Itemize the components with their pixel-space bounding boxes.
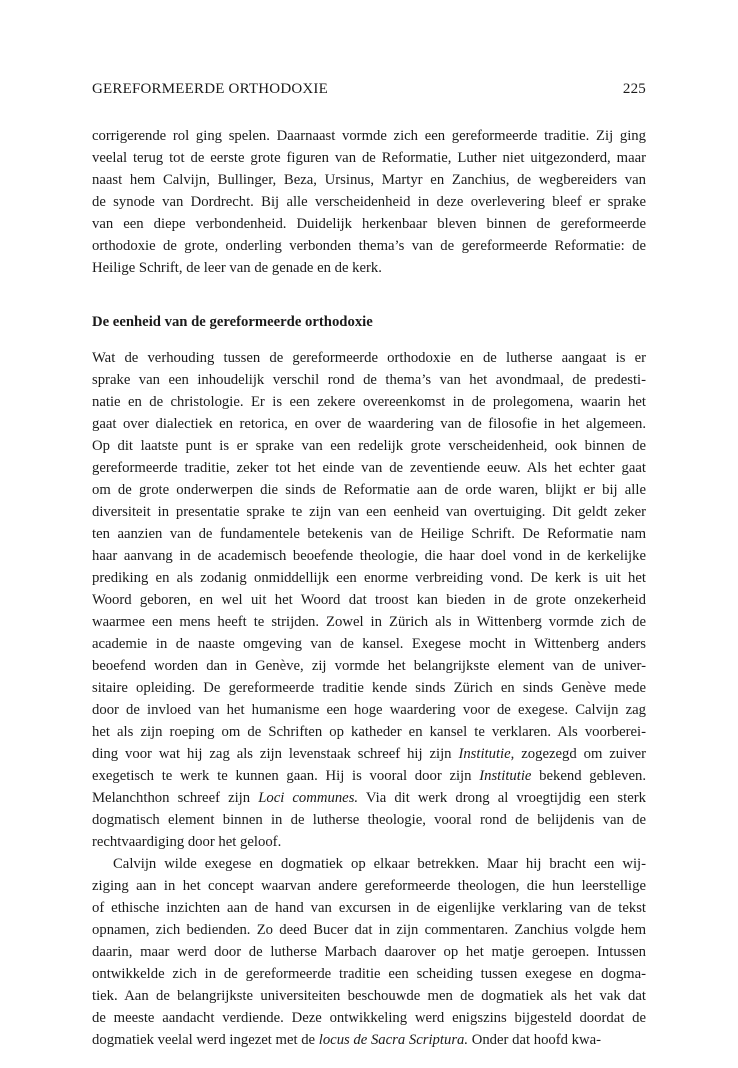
text-line — [92, 787, 646, 809]
text-line — [92, 765, 646, 787]
text-line: naast hem Calvijn, Bullinger, Beza, Ursinus, Martyr en Zanchius, de wegbereiders van — [92, 172, 646, 188]
text-line: orthodoxie de grote, onderling verbonden thema’s van de gereformeerde Reformatie: de — [92, 238, 646, 254]
text-line: academie in de naaste omgeving van de kansel. Exegese mocht in Wittenberg anders — [92, 636, 646, 652]
text-line: ziging aan in het concept waarvan andere gereformeerde theologen, die hun leerstellige — [92, 878, 646, 894]
text-line: om de grote onderwerpen die sinds de Reformatie aan de orde waren, blijkt er bij alle — [92, 482, 646, 498]
text-line: dogmatisch element binnen in de lutherse theologie, vooral rond de belijdenis van de — [92, 812, 646, 828]
text-line: gaat over dialectiek en retorica, en over de waardering van de filosofie in het algemeen. — [92, 416, 646, 432]
text-line: Wat de verhouding tussen de gereformeerde orthodoxie en de lutherse aangaat is er — [92, 350, 646, 366]
text-line: veelal terug tot de eerste grote figuren van de Reformatie, Luther niet uitgezonderd, maar — [92, 150, 646, 166]
text-line: opnamen, zich bedienden. Zo deed Bucer dat in zijn commentaren. Zanchius volgde hem — [92, 922, 646, 938]
text-line: sprake van een inhoudelijk verschil rond de thema’s van het avondmaal, de predesti- — [92, 372, 646, 388]
text-line: rechtvaardiging door het geloof. — [92, 834, 282, 850]
text-line: de synode van Dordrecht. Bij alle verscheidenheid in deze overlevering bleef er sprake — [92, 194, 646, 210]
text-line: corrigerende rol ging spelen. Daarnaast vormde zich een gereformeerde traditie. Zij ging — [92, 128, 646, 144]
text-line: sitaire opleiding. De gereformeerde traditie kende sinds Zürich en sinds Genève mede — [92, 680, 646, 696]
text-line: beoefend worden dan in Genève, zij vormde het belangrijkste element van de univer- — [92, 658, 646, 674]
text-line: Heilige Schrift, de leer van de genade en de kerk. — [92, 260, 382, 276]
text-segment: ding voor wat hij zag als zijn levenstaak schreef hij zijn — [92, 746, 459, 762]
text-line: gereformeerde traditie, zeker tot het einde van de zeventiende eeuw. Als het echter gaat — [92, 460, 646, 476]
text-line — [92, 1029, 646, 1051]
text-line: het als zijn roeping om de Schriften op katheder en kansel te verklaren. Als voorberei- — [92, 724, 646, 740]
text-line: ontwikkelde zich in de gereformeerde traditie een scheiding tussen exegese en dogma- — [92, 966, 646, 982]
italic-term: Institutie — [458, 746, 511, 762]
text-segment: bekend gebleven. — [531, 768, 646, 784]
text-line: ten aanzien van de fundamentele betekenis van de Heilige Schrift. De Reformatie nam — [92, 526, 646, 542]
text-segment: , zogezegd om zuiver — [510, 746, 646, 762]
italic-term: locus de Sacra Scriptura. — [318, 1032, 469, 1048]
text-segment: Melanchthon schreef zijn — [92, 790, 259, 806]
text-line: de meeste aandacht verdiende. Deze ontwikkeling werd enigszins bijgesteld doordat de — [92, 1010, 646, 1026]
running-title: GEREFORMEERDE ORTHODOXIE — [92, 81, 328, 97]
text-segment: dogmatiek veelal werd ingezet met de — [92, 1032, 319, 1048]
italic-term: Institutie — [479, 768, 532, 784]
text-line: Op dit laatste punt is er sprake van een redelijk grote verscheidenheid, ook binnen de — [92, 438, 646, 454]
text-segment: Onder dat hoofd kwa- — [468, 1032, 602, 1048]
text-line: daarin, maar werd door de lutherse Marbach daarover op het matje geroepen. Intussen — [92, 944, 646, 960]
section-heading: De eenheid van de gereformeerde orthodoxie — [92, 314, 373, 330]
text-line: Calvijn wilde exegese en dogmatiek op elkaar betrekken. Maar hij bracht een wij- — [113, 856, 646, 872]
text-line: prediking en als zodanig onmiddellijk een enorme verbreiding vond. De kerk is uit het — [92, 570, 646, 586]
text-line: Woord geboren, en wel uit het Woord dat troost kan bieden in de grote onzekerheid — [92, 592, 646, 608]
text-line: tiek. Aan de belangrijkste universiteiten beschouwde men de dogmatiek als het vak dat — [92, 988, 646, 1004]
text-line: van een diepe verbondenheid. Duidelijk herkenbaar bleven binnen de gereformeerde — [92, 216, 646, 232]
text-segment: Via dit werk drong al vroegtijdig een sterk — [358, 790, 646, 806]
text-line: haar aanvang in de academisch beoefende theologie, die haar doel vond in de kerkelijke — [92, 548, 646, 564]
text-line: diversiteit in presentatie sprake te zijn van een eenheid van overtuiging. Dit geldt zeker — [92, 504, 646, 520]
text-line: natie en de christologie. Er is een zekere overeenkomst in de prolegomena, waarin het — [92, 394, 646, 410]
page-number: 225 — [622, 81, 646, 97]
italic-term: Loci communes. — [258, 790, 359, 806]
text-line — [92, 743, 646, 765]
running-header — [92, 79, 646, 99]
text-segment: exegetisch te werk te kunnen gaan. Hij is vooral door zijn — [92, 768, 480, 784]
text-line: door de invloed van het humanisme een hoge waardering voor de exegese. Calvijn zag — [92, 702, 646, 718]
text-line: waarmee een mens heeft te strijden. Zowel in Zürich als in Wittenberg vormde zich de — [92, 614, 646, 630]
text-line: of ethische inzichten aan de hand van excursen in de eigenlijke verklaring van de tekst — [92, 900, 646, 916]
